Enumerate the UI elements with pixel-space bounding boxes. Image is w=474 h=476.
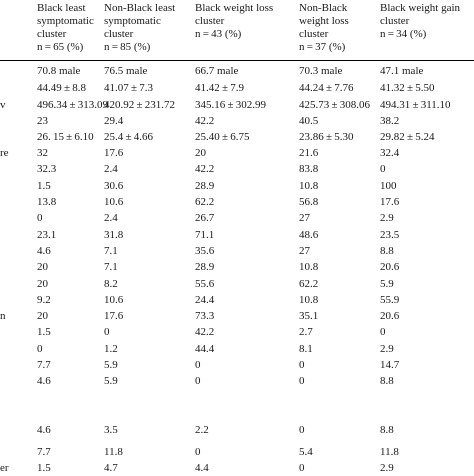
table-cell: 44.24 ± 7.76 — [299, 82, 354, 94]
table-header — [0, 0, 474, 62]
table-cell: 28.9 — [195, 261, 215, 273]
table-cell: 8.8 — [380, 375, 394, 387]
table-cell: 38.2 — [380, 115, 400, 127]
table-cell: 0 — [380, 326, 386, 338]
table-cell: 5.9 — [104, 375, 118, 387]
table-row — [0, 145, 474, 161]
table-cell: 8.8 — [380, 424, 394, 436]
table-cell: 35.1 — [299, 310, 319, 322]
table-row — [0, 259, 474, 275]
table-cell: 31.8 — [104, 229, 124, 241]
table-cell: 26. 15 ± 6.10 — [37, 131, 94, 143]
table-cell: 1.5 — [37, 326, 51, 338]
table-cell: 2.2 — [195, 424, 209, 436]
table-cell: 9.2 — [37, 294, 51, 306]
table-cell: 41.07 ± 7.3 — [104, 82, 153, 94]
table-cell: 29.4 — [104, 115, 124, 127]
column-header-4 — [299, 2, 349, 54]
column-header-2 — [104, 2, 175, 54]
header-line: n = 34 (%) — [380, 28, 427, 40]
table-cell: 42.2 — [195, 115, 215, 127]
table-cell: 4.6 — [37, 245, 51, 257]
table-row — [0, 324, 474, 340]
table-cell: 10.8 — [299, 180, 319, 192]
table-row — [0, 308, 474, 324]
table-row — [0, 63, 474, 79]
table-cell: 27 — [299, 245, 310, 257]
table-cell: 0 — [104, 326, 110, 338]
table-cell: 25.4 ± 4.66 — [104, 131, 153, 143]
column-header-1 — [37, 2, 94, 54]
table-cell: 70.8 male — [37, 65, 81, 77]
header-line: cluster — [380, 15, 410, 27]
table-cell: 20 — [37, 310, 48, 322]
header-line: cluster — [195, 15, 225, 27]
table-cell: 14.7 — [380, 359, 400, 371]
table-cell: 23 — [37, 115, 48, 127]
table-cell: 17.6 — [104, 147, 124, 159]
header-line: cluster — [299, 28, 329, 40]
header-line: symptomatic — [37, 15, 94, 27]
header-line: n = 43 (%) — [195, 28, 242, 40]
table-cell: 44.49 ± 8.8 — [37, 82, 86, 94]
table-cell: 13.8 — [37, 196, 57, 208]
table-cell: 1.2 — [104, 343, 118, 355]
table-cell: 494.31 ± 311.10 — [380, 99, 451, 111]
table-row — [0, 243, 474, 259]
table-row — [0, 444, 474, 460]
table-cell: 4.6 — [37, 375, 51, 387]
table-cell: 29.82 ± 5.24 — [380, 131, 435, 143]
header-line: cluster — [104, 28, 134, 40]
table-cell: 496.34 ± 313.09 — [37, 99, 108, 111]
header-line: Non-Black least — [104, 2, 176, 14]
table-cell: 26.7 — [195, 212, 215, 224]
table-cell: 100 — [380, 180, 397, 192]
row-label: n — [0, 310, 6, 322]
table-cell: 71.1 — [195, 229, 215, 241]
table-row — [0, 194, 474, 210]
table-cell: 73.3 — [195, 310, 215, 322]
table-cell: 44.4 — [195, 343, 215, 355]
table-cell: 8.2 — [104, 278, 118, 290]
table-cell: 17.6 — [380, 196, 400, 208]
table-cell: 3.5 — [104, 424, 118, 436]
table-cell: 10.6 — [104, 196, 124, 208]
table-cell: 41.42 ± 7.9 — [195, 82, 244, 94]
table-cell: 0 — [195, 375, 201, 387]
table-cell: 2.7 — [299, 326, 313, 338]
table-cell: 5.9 — [104, 359, 118, 371]
table-cell: 2.9 — [380, 212, 394, 224]
table-cell: 5.9 — [380, 278, 394, 290]
table-row — [0, 227, 474, 243]
table-cell: 4.4 — [195, 462, 209, 474]
table-cell: 42.2 — [195, 163, 215, 175]
table-cell: 66.7 male — [195, 65, 239, 77]
header-line: n = 85 (%) — [104, 41, 151, 53]
table-row — [0, 210, 474, 226]
row-label: v — [0, 99, 6, 111]
table-row — [0, 390, 474, 406]
table-cell: 0 — [195, 359, 201, 371]
table-cell: 4.7 — [104, 462, 118, 474]
table-cell: 10.8 — [299, 294, 319, 306]
header-line: Black weight gain — [380, 2, 461, 14]
table-row — [0, 80, 474, 96]
table-cell: 32 — [37, 147, 48, 159]
header-rule — [0, 60, 474, 61]
table-cell: 11.8 — [104, 446, 123, 458]
table-row — [0, 97, 474, 113]
table-row — [0, 357, 474, 373]
table-cell: 7.1 — [104, 245, 118, 257]
header-line: n = 37 (%) — [299, 41, 346, 53]
table-cell: 62.2 — [299, 278, 319, 290]
table-cell: 0 — [299, 359, 305, 371]
table-cell: 20 — [37, 278, 48, 290]
table-cell: 0 — [195, 446, 201, 458]
table-cell: 70.3 male — [299, 65, 343, 77]
table-cell: 24.4 — [195, 294, 215, 306]
table-cell: 345.16 ± 302.99 — [195, 99, 266, 111]
header-line: Black least — [37, 2, 86, 14]
table-row — [0, 161, 474, 177]
table-cell: 25.40 ± 6.75 — [195, 131, 250, 143]
table-cell: 23.86 ± 5.30 — [299, 131, 354, 143]
table-cell: 35.6 — [195, 245, 215, 257]
table-cell: 20.6 — [380, 261, 400, 273]
table-cell: 10.6 — [104, 294, 124, 306]
table-cell: 42.2 — [195, 326, 215, 338]
table-cell: 1.5 — [37, 462, 51, 474]
table-cell: 28.9 — [195, 180, 215, 192]
table-cell: 40.5 — [299, 115, 319, 127]
table-cell: 83.8 — [299, 163, 319, 175]
table-cell: 8.8 — [380, 245, 394, 257]
table-cell: 2.4 — [104, 212, 118, 224]
table-cell: 41.32 ± 5.50 — [380, 82, 435, 94]
table-cell: 7.7 — [37, 359, 51, 371]
table-row — [0, 292, 474, 308]
table-cell: 7.7 — [37, 446, 51, 458]
table-cell: 8.1 — [299, 343, 313, 355]
table-row — [0, 178, 474, 194]
table-cell: 0 — [380, 163, 386, 175]
table-cell: 0 — [299, 462, 305, 474]
table-cell: 0 — [37, 212, 43, 224]
table-row — [0, 373, 474, 389]
table-cell: 2.9 — [380, 462, 394, 474]
table-cell: 0 — [299, 375, 305, 387]
table-cell: 425.73 ± 308.06 — [299, 99, 370, 111]
table-cell: 17.6 — [104, 310, 124, 322]
table-cell: 23.5 — [380, 229, 400, 241]
row-label: er — [0, 462, 9, 474]
header-line: symptomatic — [104, 15, 161, 27]
header-line: n = 65 (%) — [37, 41, 84, 53]
table-row — [0, 422, 474, 438]
table-cell: 10.8 — [299, 261, 319, 273]
table-cell: 48.6 — [299, 229, 319, 241]
table-cell: 0 — [299, 424, 305, 436]
table-row — [0, 406, 474, 422]
table-cell: 1.5 — [37, 180, 51, 192]
table-cell: 56.8 — [299, 196, 319, 208]
table-cell: 21.6 — [299, 147, 319, 159]
table-cell: 20 — [37, 261, 48, 273]
table-row — [0, 113, 474, 129]
table-cell: 62.2 — [195, 196, 215, 208]
table-row — [0, 276, 474, 292]
table-cell: 32.3 — [37, 163, 57, 175]
header-line: Non-Black — [299, 2, 348, 14]
table-cell: 11.8 — [380, 446, 399, 458]
table-cell: 55.6 — [195, 278, 215, 290]
table-cell: 4.6 — [37, 424, 51, 436]
table-cell: 23.1 — [37, 229, 57, 241]
table-cell: 5.4 — [299, 446, 313, 458]
table-cell: 0 — [37, 343, 43, 355]
header-line: Black weight loss — [195, 2, 274, 14]
table-cell: 27 — [299, 212, 310, 224]
table-cell: 7.1 — [104, 261, 118, 273]
table-row — [0, 341, 474, 357]
table-cell: 76.5 male — [104, 65, 148, 77]
table-cell: 2.4 — [104, 163, 118, 175]
table-row — [0, 129, 474, 145]
column-header-3 — [195, 2, 273, 41]
header-line: cluster — [37, 28, 67, 40]
table-cell: 20.6 — [380, 310, 400, 322]
row-label: re — [0, 147, 9, 159]
header-line: weight loss — [299, 15, 349, 27]
column-header-5 — [380, 2, 460, 41]
table-cell: 47.1 male — [380, 65, 424, 77]
table-cell: 20 — [195, 147, 206, 159]
table-cell: 2.9 — [380, 343, 394, 355]
table-cell: 55.9 — [380, 294, 400, 306]
table-cell: 32.4 — [380, 147, 400, 159]
table-cell: 30.6 — [104, 180, 124, 192]
table-cell: 420.92 ± 231.72 — [104, 99, 175, 111]
